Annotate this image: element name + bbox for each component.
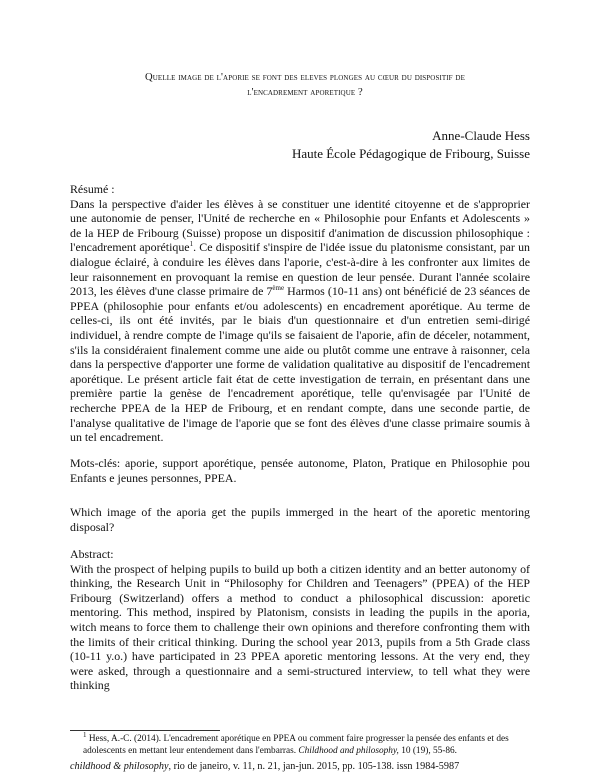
running-footer: [70, 761, 459, 773]
keywords-fr: Mots-clés: aporie, support aporétique, pensée autonome, Platon, Pratique en Philosophie pou Enfants e jeunes personnes, PPEA.: [70, 456, 530, 485]
abstract-fr-label: Résumé :: [70, 182, 115, 196]
footnote-journal: Childhood and philosophy,: [298, 746, 399, 756]
author-affiliation: Haute École Pédagogique de Fribourg, Suisse: [291, 146, 530, 161]
abstract-fr-text-part-3: Harmos (10-11 ans) ont bénéficié de 23 séances de PPEA (philosophie pour enfants et/ou adolescents) en encadrement aporétique. Au terme de celles-ci, ils ont été invités, par le biais d'un questionnaire et d'un entretien semi-dirigé individuel, à rendre compte de l'image qu'ils se faisaient de l'aporie, afin de déceler, notamment, s'ils la considéraient finalement comme une aide ou plutôt comme une entrave à raisonner, cela dans la perspective d'apporter une forme de validation qualitative au dispositif de l'encadrement aporétique. Le présent article fait état de cette investigation de terrain, en présentant dans une première partie la genèse de l'encadrement aporétique, telle qu'envisagée par l'Unité de recherche PPEA de la HEP de Fribourg, et en rendant compte, dans une seconde partie, de l'analyse qualitative de l'image de l'aporie que se font des élèves d'une classe primaire soumis à un tel encadrement.: [70, 284, 530, 445]
abstract-fr-text-part-2: . Ce dispositif s'inspire de l'idée issue du platonisme consistant, par un dialogue éclairé, à conduire les élèves dans l'aporie, c'est-à-dire à les confronter aux limites de leur raisonnement en provoquant la remise en question de leur pensée. Durant l'année scolaire 2013, les élèves d'une classe primaire de 7: [70, 240, 530, 299]
article-title: [80, 70, 530, 100]
title-line-1: Quelle image de l'aporie se font des eleves plonges au cœur du dispositif de: [145, 72, 465, 83]
footnote: [83, 730, 543, 757]
running-footer-details: , rio de janeiro, v. 11, n. 21, jan-jun. 2015, pp. 105-138. issn 1984-5987: [168, 761, 460, 772]
title-line-2: l'encadrement aporetique ?: [247, 87, 363, 98]
author-name: Anne-Claude Hess: [432, 128, 530, 143]
author-block: [292, 127, 530, 163]
footnote-text-part-1: Hess, A.-C. (2014). L'encadrement aporétique en PPEA ou comment faire progresser la pensée des enfants et des adolescents en mettant leur entendement dans l'embarras.: [83, 734, 509, 756]
abstract-en-text: With the prospect of helping pupils to build up both a citizen identity and an better autonomy of thinking, the Research Unit in “Philosophy for Children and Teenagers” (PPEA) of the HEP Fribourg (Switzerland) offers a method to conduct a philosophical discussion: aporetic mentoring. This method, inspired by Platonism, consists in leading the pupils in the aporia, witch means to force them to challenge their own opinions and therefore confronting them with the limits of their critical thinking. During the school year 2013, pupils from a 5th Grade class (10-11 y.o.) have participated in 23 PPEA aporetic mentoring lessons. At the very end, they were asked, through a questionnaire and a semi-structured interview, to tell what they were thinking: [70, 561, 530, 693]
english-title: Which image of the aporia get the pupils immerged in the heart of the aporetic mentoring disposal?: [70, 505, 530, 534]
footnote-number: 1: [83, 730, 87, 739]
footnote-reference[interactable]: 1: [189, 240, 194, 249]
abstract-en-label: Abstract:: [70, 547, 114, 561]
running-footer-journal: childhood & philosophy: [70, 761, 169, 772]
footnote-divider: [70, 730, 220, 731]
abstract-fr: [70, 182, 530, 445]
abstract-en: [70, 547, 530, 693]
ordinal-superscript: ème: [272, 284, 285, 293]
footnote-text-part-2: 10 (19), 55-86.: [398, 746, 457, 756]
abstract-fr-text-part-1: Dans la perspective d'aider les élèves à se constituer une identité citoyenne et de s'approprier une autonomie de penser, l'Unité de recherche en « Philosophie pour Enfants et Adolescents » de la HEP de Fribourg (Suisse) propose un dispositif d'animation de discussion philosophique : l'encadrement aporétique: [70, 196, 530, 255]
